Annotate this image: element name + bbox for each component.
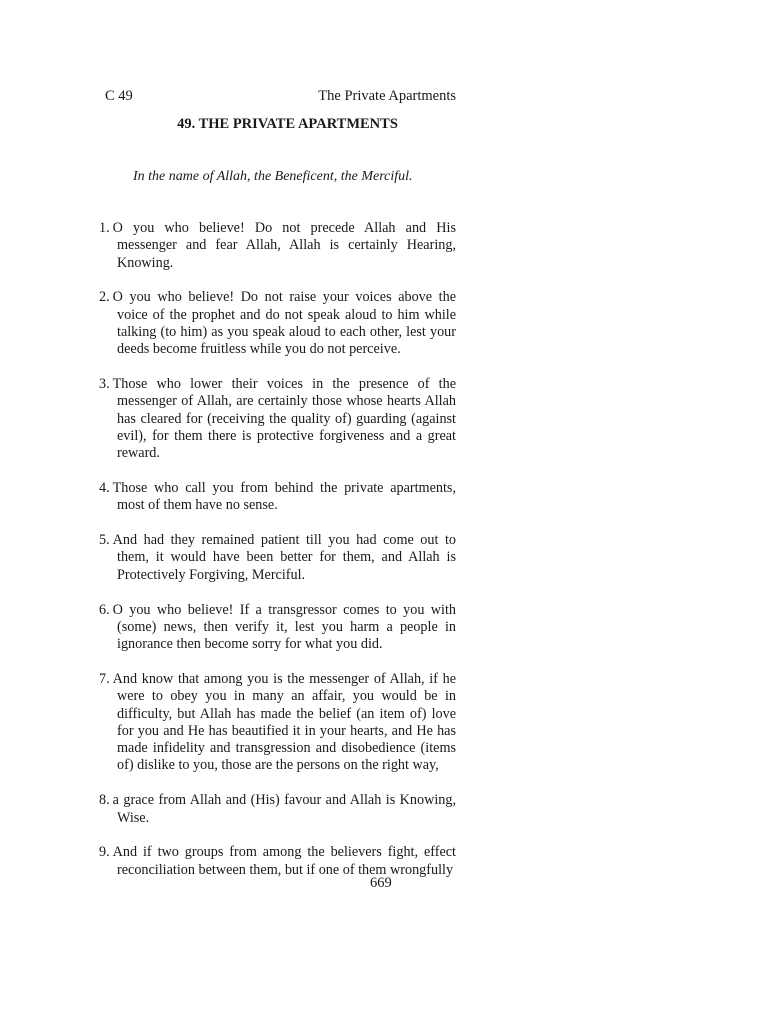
verse-number: 8.	[99, 792, 110, 809]
verse-7	[99, 671, 456, 775]
verse-2	[99, 289, 456, 358]
verse-list	[99, 220, 456, 896]
verse-number: 4.	[99, 480, 110, 497]
verse-9	[99, 844, 456, 879]
verse-4	[99, 480, 456, 515]
verse-text: And had they remained patient till you had come out to them, it would have been better for them, and Allah is Protectively Forgiving, Merciful.	[112, 532, 456, 583]
verse-number: 2.	[99, 289, 110, 306]
verse-number: 6.	[99, 601, 110, 618]
verse-5	[99, 532, 456, 584]
verse-text: And if two groups from among the believers fight, effect reconciliation between them, but if one of them wrongfully	[112, 844, 456, 878]
verse-number: 7.	[99, 670, 110, 687]
verse-number: 3.	[99, 376, 110, 393]
verse-text: And know that among you is the messenger of Allah, if he were to obey you in many an affair, you would be in difficulty, but Allah has made the belief (an item of) love for you and He has beautified it in your hearts, and He has made infidelity and transgression and disobedience (items of) dislike to you, those are the persons on the right way,	[112, 670, 456, 774]
verse-text: Those who call you from behind the private apartments, most of them have no sense.	[112, 480, 456, 514]
verse-text: a grace from Allah and (His) favour and Allah is Knowing, Wise.	[112, 792, 456, 826]
verse-3	[99, 376, 456, 462]
invocation: In the name of Allah, the Beneficent, the Merciful.	[133, 169, 413, 184]
verse-number: 1.	[99, 220, 110, 236]
verse-text: O you who believe! Do not raise your voices above the voice of the prophet and do not speak aloud to him while talking (to him) as you speak aloud to each other, lest your deeds become fruitless while you do not perceive.	[112, 289, 456, 358]
verse-6	[99, 602, 456, 654]
verse-text: O you who believe! Do not precede Allah and His messenger and fear Allah, Allah is certainly Hearing, Knowing.	[112, 220, 456, 271]
running-head-chapter: C 49	[105, 88, 133, 104]
chapter-title: 49. THE PRIVATE APARTMENTS	[177, 116, 398, 132]
verse-text: O you who believe! If a transgressor comes to you with (some) news, then verify it, lest you harm a people in ignorance then become sorry for what you did.	[112, 601, 456, 653]
verse-8	[99, 792, 456, 827]
verse-number: 9.	[99, 844, 110, 861]
page-number: 669	[370, 875, 392, 891]
verse-number: 5.	[99, 532, 110, 549]
running-head-title: The Private Apartments	[318, 88, 456, 104]
verse-text: Those who lower their voices in the presence of the messenger of Allah, are certainly those whose hearts Allah has cleared for (receiving the quality of) guarding (against evil), for them there is protective forgiveness and a great reward.	[112, 376, 456, 462]
verse-1	[99, 220, 456, 272]
